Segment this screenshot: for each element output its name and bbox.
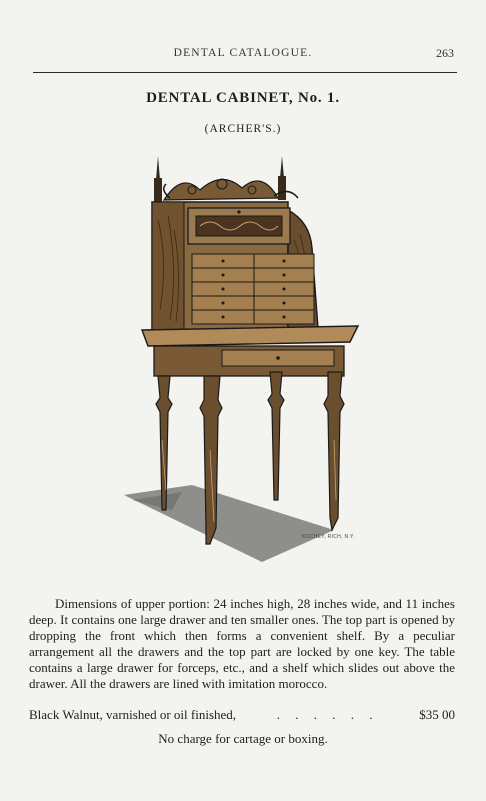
price-value: $35 00 (419, 707, 455, 722)
product-title: DENTAL CABINET, No. 1. (146, 90, 340, 106)
price-leader: . . . . . . (276, 707, 379, 722)
shipping-note: No charge for cartage or boxing. (158, 731, 328, 746)
page-number: 263 (436, 46, 454, 60)
price-item: Black Walnut, varnished or oil finished, (29, 707, 237, 722)
engraver-mark: KOCHEY, RICH, N.Y. (302, 534, 355, 540)
product-subtitle: (ARCHER'S.) (204, 123, 282, 135)
header-rule (33, 72, 457, 73)
description-paragraph: Dimensions of upper portion: 24 inches high, 28 inches wide, and 11 inches deep. It contains one large drawer and ten smaller ones. The top part is opened by dropping the front which then forms a convenient shelf. By a peculiar arrangement all the drawers and the top part are locked by one key. The table contains a large drawer for forceps, etc., and a shelf which slides out above the drawer. All the drawers are lined with imitation morocco. (29, 596, 455, 691)
running-head: DENTAL CATALOGUE. (173, 47, 313, 59)
cabinet-illustration (112, 150, 374, 570)
price-line (29, 707, 455, 723)
